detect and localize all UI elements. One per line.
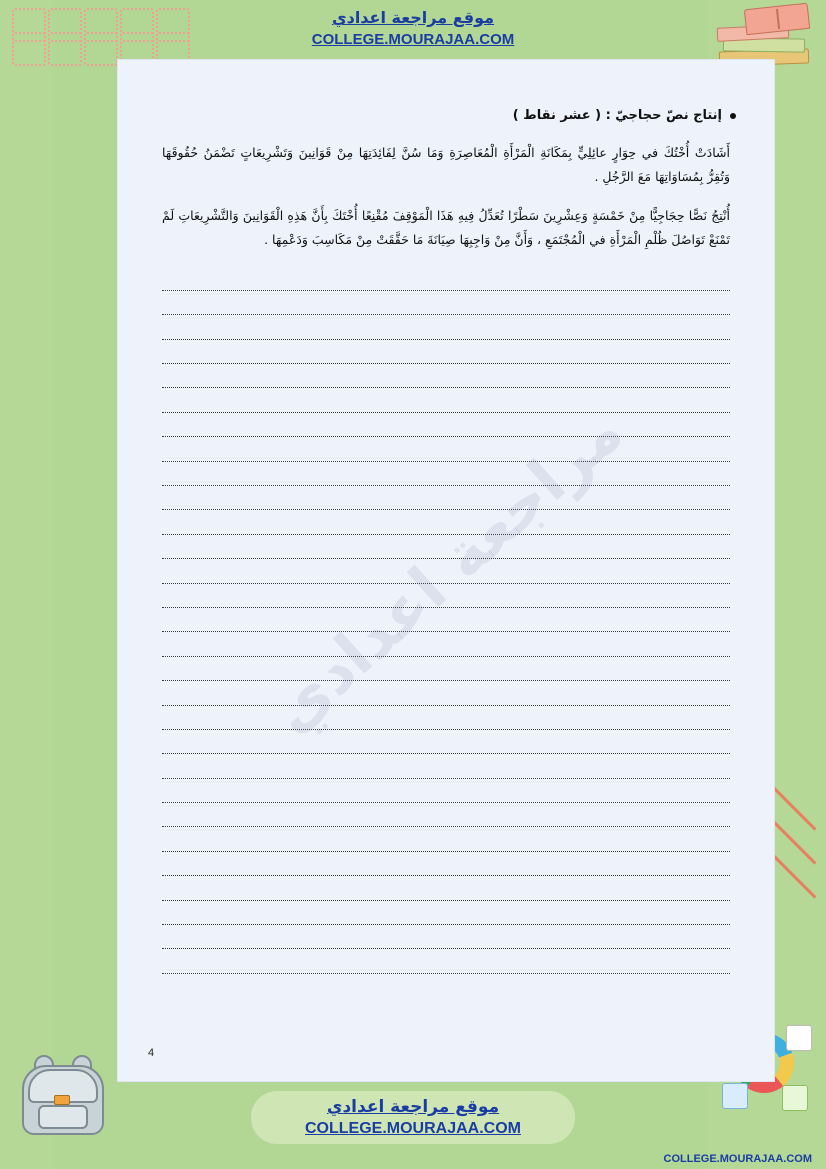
answer-line[interactable]: [162, 779, 730, 803]
answer-line[interactable]: [162, 706, 730, 730]
answer-line[interactable]: [162, 291, 730, 315]
bullet-dot-icon: [730, 113, 736, 119]
question-heading: [148, 108, 744, 123]
answer-line[interactable]: [162, 608, 730, 632]
answer-line[interactable]: [162, 901, 730, 925]
answer-line[interactable]: [162, 535, 730, 559]
answer-line[interactable]: [162, 754, 730, 778]
answer-lines-area[interactable]: [162, 267, 730, 974]
footer-pill: [251, 1091, 575, 1144]
answer-line[interactable]: [162, 681, 730, 705]
answer-line[interactable]: [162, 462, 730, 486]
watermark-text: مراجعة اعدادي: [255, 394, 637, 747]
worksheet-sheet: [118, 60, 774, 1081]
answer-line[interactable]: [162, 364, 730, 388]
answer-line[interactable]: [162, 559, 730, 583]
header-site-name: موقع مراجعة اعدادي: [331, 8, 495, 27]
answer-line[interactable]: [162, 657, 730, 681]
answer-line[interactable]: [162, 827, 730, 851]
answer-line[interactable]: [162, 413, 730, 437]
page-footer: [0, 1091, 826, 1153]
answer-line[interactable]: [162, 486, 730, 510]
answer-line[interactable]: [162, 632, 730, 656]
header-site-url: COLLEGE.MOURAJAA.COM: [311, 31, 515, 48]
answer-line[interactable]: [162, 510, 730, 534]
answer-line[interactable]: [162, 949, 730, 973]
answer-line[interactable]: [162, 315, 730, 339]
answer-line[interactable]: [162, 437, 730, 461]
prompt-paragraph-2: أُنْتِجُ نَصًّا حِجَاجِيًّا مِنْ خَمْسَةٍ وَعِشْرِينَ سَطْرًا تُعَدِّلُ فِيهِ هَذَا الْمَوْقِفَ مُقْنِعًا أُخْتَكَ بِأَنَّ هَذِهِ الْقَوَانِينَ وَالتَّشْرِيعَاتِ لَمْ تَمْنَعْ تَوَاصُلَ ظُلْمِ الْمَرْأَةِ في الْمُجْتَمَعِ ، وَأَنَّ مِنْ وَاجِبِهَا صِيَانَةَ مَا حَقَّقَتْ مِنْ مَكَاسِبَ وَدَعْمِهَا .: [162, 207, 730, 248]
answer-line[interactable]: [162, 852, 730, 876]
answer-line[interactable]: [162, 584, 730, 608]
answer-line[interactable]: [162, 340, 730, 364]
answer-line[interactable]: [162, 388, 730, 412]
footer-site-url: COLLEGE.MOURAJAA.COM: [305, 1120, 521, 1137]
answer-line[interactable]: [162, 803, 730, 827]
page-number: 4: [148, 1047, 155, 1059]
dotted-squares-decoration: [8, 6, 208, 52]
answer-line[interactable]: [162, 925, 730, 949]
answer-line[interactable]: [162, 267, 730, 291]
prompt-paragraph-1: أَشَادَتْ أُخْتُكَ في حِوَارٍ عائِلِيٍّ بِمَكَانَةِ الْمَرْأَةِ الْمُعَاصِرَةِ وَمَا سُنَّ لِفَائِدَتِهَا مِنْ قَوَانِينَ وَتَشْرِيعَاتٍ تَضْمَنُ حُقُوقَهَا وَتُقِرُّ بِمُسَاوَاتِهَا مَعَ الرَّجُلِ .: [162, 145, 730, 185]
footer-corner-url: COLLEGE.MOURAJAA.COM: [663, 1153, 812, 1165]
footer-site-name: موقع مراجعة اعدادي: [326, 1097, 500, 1117]
worksheet-content: [118, 60, 774, 1081]
answer-line[interactable]: [162, 876, 730, 900]
question-heading-label: إنتاج نصّ حجاجيّ : ( عشر نقاط ): [512, 108, 722, 123]
left-green-band: [0, 0, 52, 1169]
answer-line[interactable]: [162, 730, 730, 754]
